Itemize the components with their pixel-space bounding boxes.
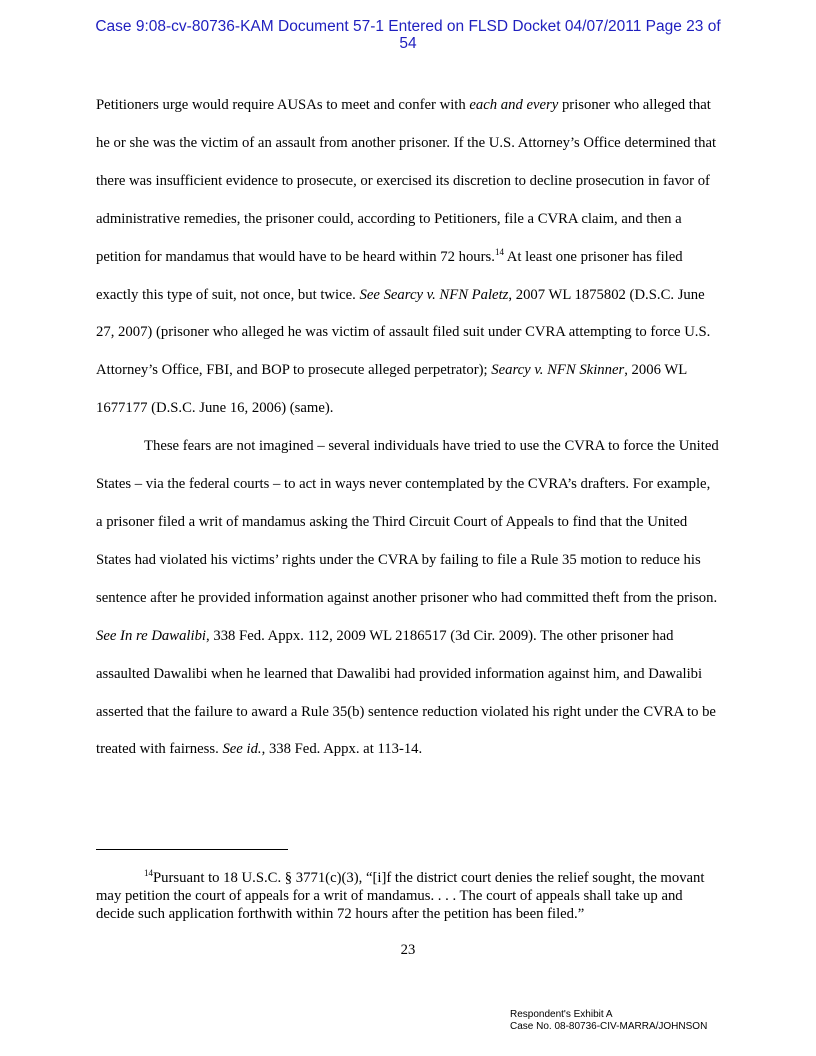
footnote [96, 869, 720, 923]
text-run: , 338 Fed. Appx. 112, 2009 WL 2186517 (3d Cir. 2009). The other prisoner had assaulted Dawalibi when he learned that Dawalibi had provided information against him, and Dawalibi asserted that the failure to award a Rule 35(b) sentence reduction violated his right under the CVRA to be treated with fairness. [96, 627, 716, 758]
header-case: Case 9:08-cv-80736-KAM [95, 18, 274, 35]
paragraph-1 [96, 87, 720, 428]
italic-run: each and every [469, 97, 559, 113]
footnote-text: Pursuant to 18 U.S.C. § 3771(c)(3), “[i]f the district court denies the relief sought, the movant may petition the court of appeals for a writ of mandamus. . . . The court of appeals shall take up and decide such application forthwith within 72 hours after the petition has been filed.” [96, 870, 705, 922]
header-total-pages: 54 [399, 35, 417, 52]
footnote-divider [96, 849, 288, 850]
paragraph-2 [96, 428, 720, 769]
header-entered: Entered on FLSD Docket 04/07/2011 [388, 18, 642, 35]
text-run: These fears are not imagined – several individuals have tried to use the CVRA to force the United States – via the federal courts – to act in ways never contemplated by the CVRA’s drafters. For example, a prisoner filed a writ of mandamus asking the Third Circuit Court of Appeals to find that the United States had violated his victims’ rights under the CVRA by failing to file a Rule 35 motion to reduce his sentence after he provided information against another prisoner who had committed theft from the prison. [96, 438, 719, 606]
exhibit-label [510, 1009, 707, 1033]
case-citation: See Searcy v. NFN Paletz [359, 286, 509, 303]
text-run: Petitioners urge would require AUSAs to meet and confer with [96, 97, 470, 113]
case-citation: Searcy v. NFN Skinner [491, 362, 625, 379]
footnote-number: 14 [144, 868, 153, 879]
text-run: , 338 Fed. Appx. at 113-14. [261, 741, 423, 758]
exhibit-line-2: Case No. 08-80736-CIV-MARRA/JOHNSON [510, 1021, 708, 1032]
body-text [96, 87, 720, 769]
text-run: , 2007 WL 1875802 (D.S.C. June 27, 2007) (prisoner who alleged he was victim of assault filed suit under CVRA attempting to force U.S. Attorney’s Office, FBI, and BOP to prosecute alleged perpetrator); [96, 286, 711, 379]
footnote-ref: 14 [494, 246, 504, 257]
text-run: , 2006 WL 1677177 (D.S.C. June 16, 2006) (same). [96, 362, 687, 417]
header-document: Document 57-1 [278, 18, 384, 35]
exhibit-line-1: Respondent's Exhibit A [510, 1009, 613, 1020]
page-number: 23 [400, 942, 416, 958]
text-run: prisoner who alleged that he or she was the victim of an assault from another prisoner. If the U.S. Attorney’s Office determined that there was insufficient evidence to prosecute, or exercised its discretion to decline prosecution in favor of administrative remedies, the prisoner could, according to Petitioners, file a CVRA claim, and then a petition for mandamus that would have to be heard within 72 hours. [96, 97, 717, 265]
docket-header [40, 18, 776, 52]
case-citation: See id. [222, 741, 262, 758]
case-citation: See In re Dawalibi [96, 627, 206, 644]
header-page-of: Page 23 of [645, 18, 721, 35]
text-run: At least one prisoner has filed exactly this type of suit, not once, but twice. [96, 248, 683, 303]
